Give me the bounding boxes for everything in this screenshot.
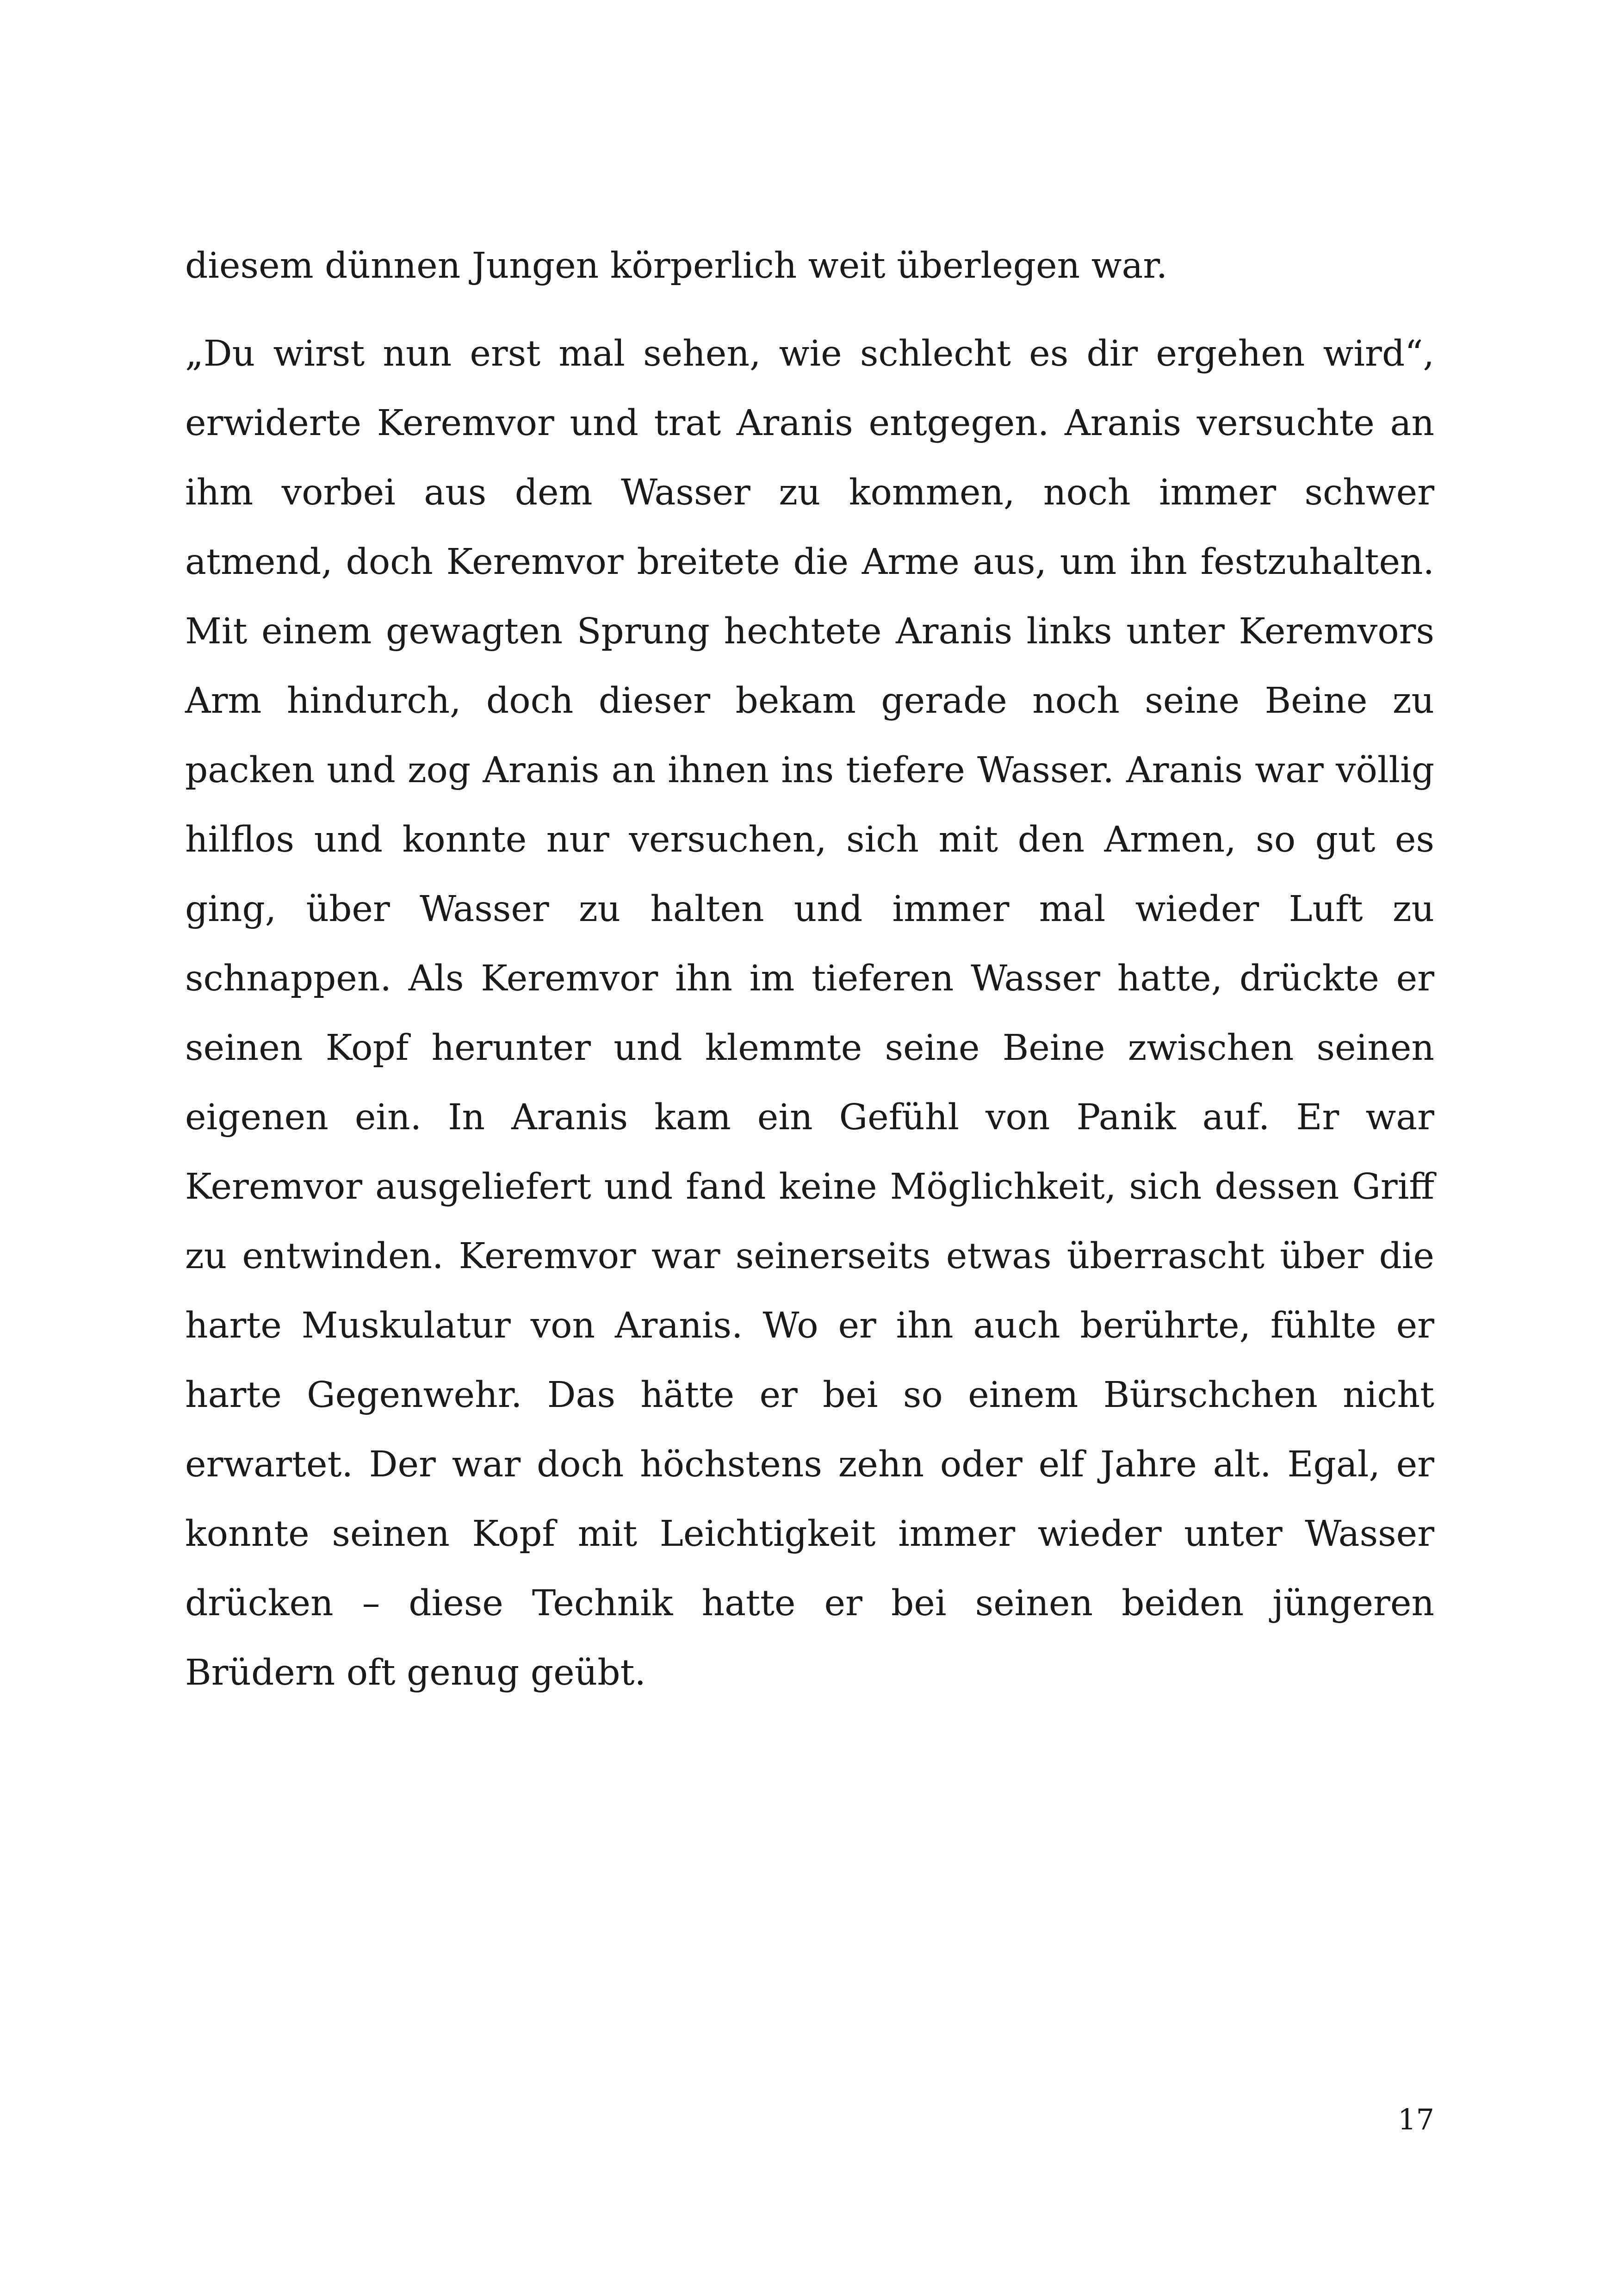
paragraph-continuation: diesem dünnen Jungen körperlich weit überlegen war. [185,245,1168,286]
paragraph: „Du wirst nun erst mal sehen, wie schlecht es dir ergehen wird“, erwiderte Keremvor und trat Aranis entgegen. Aranis versuchte an ihm vorbei aus dem Wasser zu kommen, noch immer schwer atmend, doch Keremvor breitete die Arme aus, um ihn festzuhalten. Mit einem gewagten Sprung hechtete Aranis links unter Keremvors Arm hindurch, doch dieser bekam gerade noch seine Beine zu packen und zog Aranis an ihnen ins tiefere Wasser. Aranis war völlig hilflos und konnte nur versuchen, sich mit den Armen, so gut es ging, über Wasser zu halten und immer mal wieder Luft zu schnappen. Als Keremvor ihn im tieferen Wasser hatte, drückte er seinen Kopf herunter und klemmte seine Beine zwischen seinen eigenen ein. In Aranis kam ein Gefühl von Panik auf. Er war Keremvor ausgeliefert und fand keine Möglichkeit, sich dessen Griff zu entwinden. Keremvor war seinerseits etwas überrascht über die harte Muskulatur von Aranis. Wo er ihn auch berührte, fühlte er harte Gegenwehr. Das hätte er bei so einem Bürschchen nicht erwartet. Der war doch höchstens zehn oder elf Jahre alt. Egal, er konnte seinen Kopf mit Leichtigkeit immer wieder unter Wasser drücken – diese Technik hatte er bei seinen beiden jüngeren Brüdern oft genug geübt. [185,333,1434,1693]
body-text [185,231,1434,1708]
page-number: 17 [1398,2103,1434,2136]
